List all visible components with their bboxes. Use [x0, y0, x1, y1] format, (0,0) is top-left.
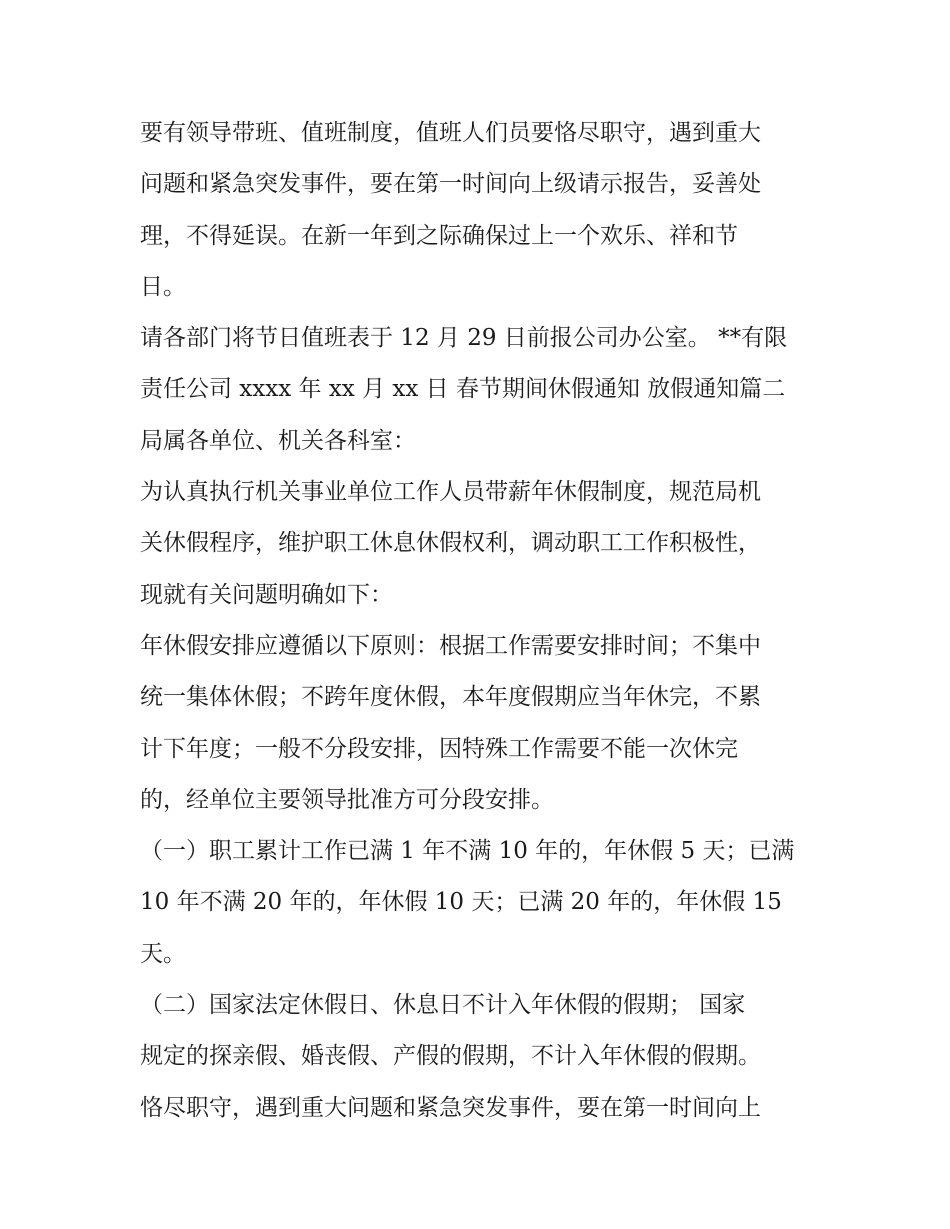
text-line: 天。: [140, 940, 186, 967]
text-line: （一）职工累计工作已满 1 年不满 10 年的，年休假 5 天；已满: [140, 838, 795, 865]
document-body: [140, 108, 830, 1134]
text-line: 理，不得延误。在新一年到之际确保过上一个欢乐、祥和节: [140, 222, 738, 249]
text-line: 责任公司 xxxx 年 xx 月 xx 日 春节期间休假通知 放假通知篇二: [140, 376, 786, 403]
text-line: （二）国家法定休假日、休息日不计入年休假的假期； 国家: [140, 992, 746, 1019]
text-line: 日。: [140, 273, 186, 300]
text-line: 请各部门将节日值班表于 12 月 29 日前报公司办公室。 **有限: [140, 325, 788, 352]
text-line: 10 年不满 20 年的，年休假 10 天；已满 20 年的，年休假 15: [140, 889, 782, 916]
text-line: 现就有关问题明确如下：: [140, 581, 393, 608]
text-line: 的，经单位主要领导批准方可分段安排。: [140, 786, 554, 813]
text-line: 计下年度；一般不分段安排，因特殊工作需要不能一次休完: [140, 735, 738, 762]
text-line: 局属各单位、机关各科室：: [140, 427, 416, 454]
text-line: 年休假安排应遵循以下原则：根据工作需要安排时间；不集中: [140, 632, 761, 659]
text-line: 关休假程序，维护职工休息休假权利，调动职工工作积极性，: [140, 530, 761, 557]
text-line: 问题和紧急突发事件，要在第一时间向上级请示报告，妥善处: [140, 171, 761, 198]
text-line: 为认真执行机关事业单位工作人员带薪年休假制度，规范局机: [140, 479, 761, 506]
text-line: 恪尽职守，遇到重大问题和紧急突发事件，要在第一时间向上: [140, 1094, 761, 1121]
text-line: 规定的探亲假、婚丧假、产假的假期，不计入年休假的假期。: [140, 1043, 761, 1070]
text-line: 要有领导带班、值班制度，值班人们员要恪尽职守，遇到重大: [140, 120, 761, 146]
text-line: 统一集体休假；不跨年度休假，本年度假期应当年休完，不累: [140, 684, 761, 711]
